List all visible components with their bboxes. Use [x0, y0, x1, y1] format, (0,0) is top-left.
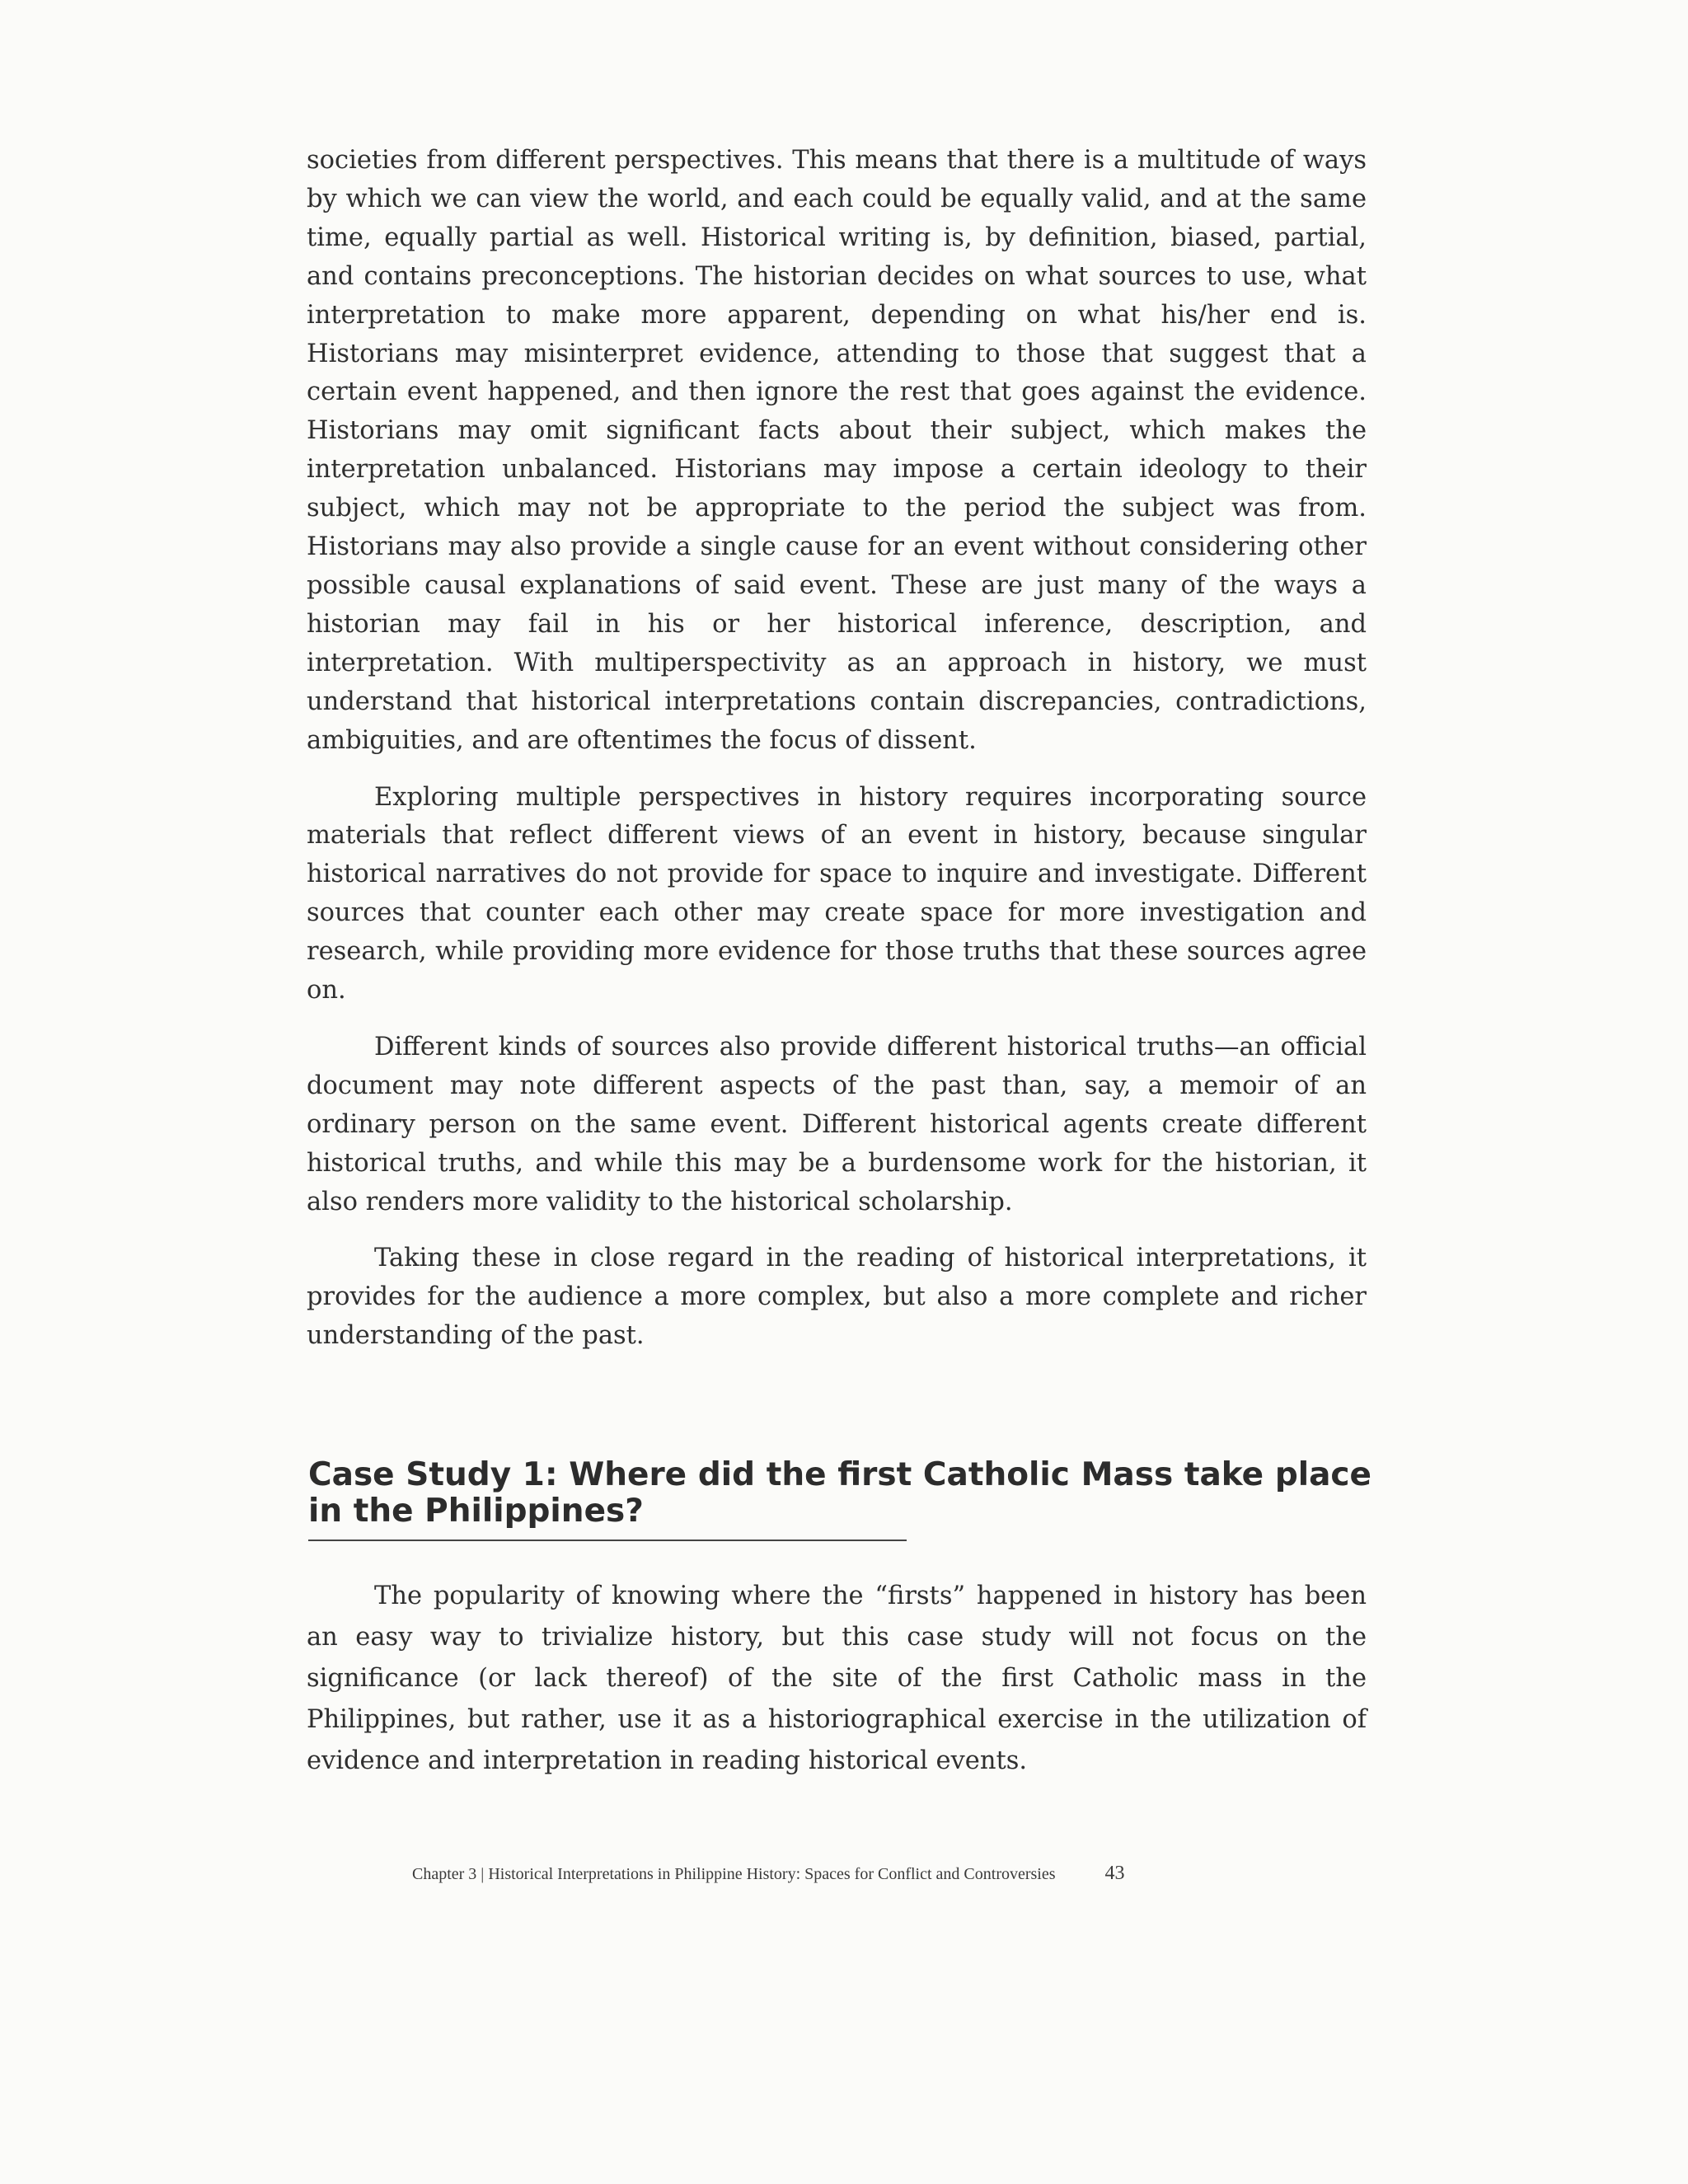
- body-text: [307, 142, 1367, 1356]
- case-study-text: [307, 1576, 1367, 1782]
- case-study-heading: Case Study 1: Where did the first Catholic Mass take place in the Philippines?: [308, 1456, 1372, 1530]
- paragraph-multiple-perspectives: Exploring multiple perspectives in history requires incorporating source materials that reflect different views of an event in history, because singular historical narratives do not provide for space to inquire and investigate. Different sources that counter each other may create space for more investigation and research, while providing more evidence for those truths that these sources agree on.: [307, 782, 1367, 1005]
- page-number: 43: [1104, 1863, 1125, 1884]
- paragraph-continuation: societies from different perspectives. This means that there is a multitude of ways by which we can view the world, and each could be equally valid, and at the same time, equally partial as well. Historical writing is, by definition, biased, partial, and contains preconceptions. The historian decides on what sources to use, what interpretation to make more apparent, depending on what his/her end is. Historians may misinterpret evidence, attending to those that suggest that a certain event happened, and then ignore the rest that goes against the evidence. Historians may omit significant facts about their subject, which makes the interpretation unbalanced. Historians may impose a certain ideology to their subject, which may not be appropriate to the period the subject was from. Historians may also provide a single cause for an event without considering other possible causal explanations of said event. These are just many of the ways a historian may fail in his or her historical inference, description, and interpretation. With multiperspectivity as an approach in history, we must understand that historical interpretations contain discrepancies, contradictions, ambiguities, and are oftentimes the focus of dissent.: [307, 146, 1367, 755]
- heading-underline: [308, 1540, 907, 1541]
- paragraph-kinds-of-sources: Different kinds of sources also provide different historical truths—an official document may note different aspects of the past than, say, a memoir of an ordinary person on the same event. Different historical agents create different historical truths, and while this may be a burdensome work for the historian, it also renders more validity to the historical scholarship.: [307, 1032, 1367, 1216]
- case-study-heading-block: [308, 1457, 1372, 1541]
- page-footer: [412, 1863, 1360, 1885]
- running-head: Chapter 3 | Historical Interpretations in Philippine History: Spaces for Conflict and Controversies: [412, 1865, 1056, 1883]
- paragraph-closing: Taking these in close regard in the reading of historical interpretations, it provides for the audience a more complex, but also a more complete and richer understanding of the past.: [307, 1244, 1367, 1351]
- case-study-paragraph: The popularity of knowing where the “firsts” happened in history has been an easy way to trivialize history, but this case study will not focus on the significance (or lack thereof) of the site of the first Catholic mass in the Philippines, but rather, use it as a historiographical exercise in the utilization of evidence and interpretation in reading historical events.: [307, 1582, 1367, 1775]
